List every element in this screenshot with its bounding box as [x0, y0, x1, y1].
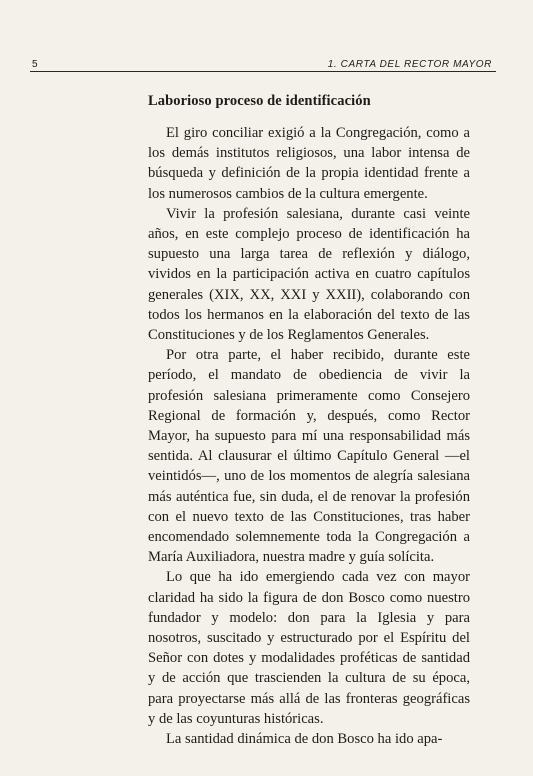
paragraph: El giro conciliar exigió a la Congregación, como a los demás institutos religiosos, una labor intensa de búsqueda y definición de la propia identidad frente a los numerosos cambios de la cultura emergente.: [148, 125, 470, 202]
paragraph: Lo que ha ido emergiendo cada vez con mayor claridad ha sido la figura de don Bosco como nuestro fundador y modelo: don para la Iglesia y para nosotros, suscitado y estructurado por el Espíritu del Señor con dotes y modalidades proféticas de santidad y de acción que trascienden la cultura de su época, para proyectarse más allá de las fronteras geográficas y de las coyunturas históricas.: [148, 569, 470, 727]
paragraph: Por otra parte, el haber recibido, durante este período, el mandato de obediencia de vivir la profesión salesiana primeramente como Consejero Regional de formación y, después, como Rector Mayor, ha supuesto para mí una responsabilidad más sentida. Al clausurar el último Capítulo General —el veintidós—, uno de los momentos de alegría salesiana más auténtica fue, sin duda, el de renovar la profesión con el nuevo texto de las Constituciones, tras haber encomendado solemnemente toda la Congregación a María Auxiliadora, nuestra madre y guía solícita.: [148, 347, 470, 566]
running-header: [30, 57, 496, 72]
body-text: [148, 123, 470, 749]
page-number: 5: [32, 59, 39, 70]
running-title: 1. CARTA DEL RECTOR MAYOR: [327, 59, 492, 70]
paragraph: Vivir la profesión salesiana, durante casi veinte años, en este complejo proceso de identificación ha supuesto una larga tarea de reflexión y diálogo, vividos en la participación activa en cuatro capítulos generales (XIX, XX, XXI y XXII), colaborando con todos los hermanos en la elaboración del texto de las Constituciones y de los Reglamentos Generales.: [148, 205, 470, 344]
section-heading: Laborioso proceso de identificación: [148, 93, 371, 109]
paragraph: La santidad dinámica de don Bosco ha ido apa-: [166, 731, 443, 748]
